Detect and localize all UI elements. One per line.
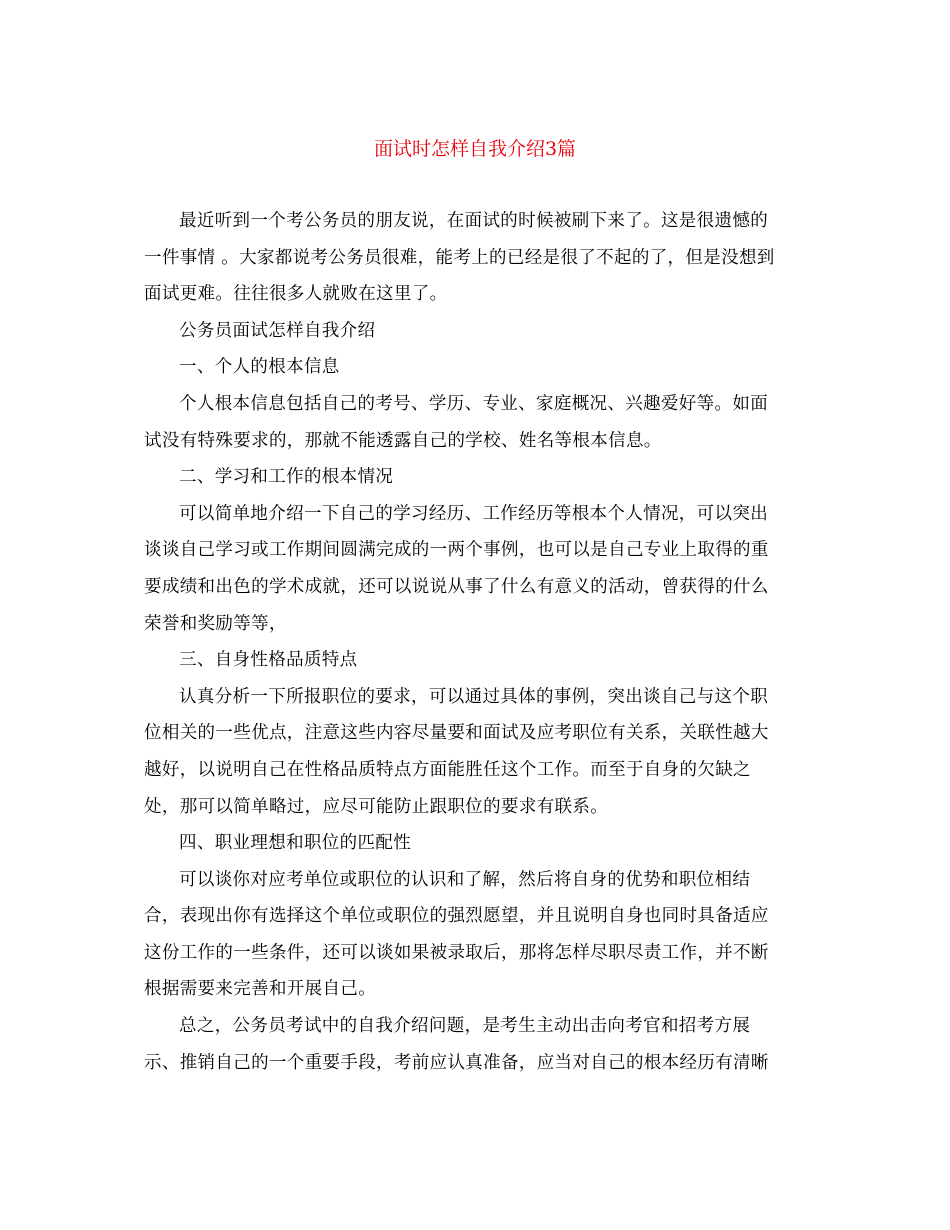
paragraph-conclusion [144, 1008, 800, 1081]
paragraph-line: 示、推销自己的一个重要手段，考前应认真准备，应当对自己的根本经历有清晰 [144, 1052, 769, 1073]
paragraph-line: 试没有特殊要求的，那就不能透露自己的学校、姓名等根本信息。 [144, 430, 662, 451]
paragraph-line: 合，表现出你有选择这个单位或职位的强烈愿望，并且说明自身也同时具备适应 [144, 906, 769, 927]
paragraph-para-4 [144, 862, 800, 1008]
document-body [144, 203, 800, 1081]
document-title: 面试时怎样自我介绍3篇 [373, 138, 577, 160]
paragraph-line: 一、个人的根本信息 [179, 357, 340, 378]
paragraph-line: 一件事情 。大家都说考公务员很难，能考上的已经是很了不起的了，但是没想到 [144, 247, 775, 268]
paragraph-line: 认真分析一下所报职位的要求，可以通过具体的事例，突出谈自己与这个职 [179, 686, 769, 707]
paragraph-line: 处，那可以简单略过，应尽可能防止跟职位的要求有联系。 [144, 796, 609, 817]
paragraph-line: 最近听到一个考公务员的朋友说，在面试的时候被刷下来了。这是很遗憾的 [179, 211, 769, 231]
paragraph-heading-2 [144, 459, 800, 496]
paragraph-line: 位相关的一些优点，注意这些内容尽量要和面试及应考职位有关系，关联性越大 [144, 723, 769, 744]
paragraph-line: 二、学习和工作的根本情况 [179, 467, 394, 488]
paragraph-line: 三、自身性格品质特点 [179, 650, 358, 671]
paragraph-line: 总之，公务员考试中的自我介绍问题，是考生主动出击向考官和招考方展 [179, 1016, 751, 1037]
paragraph-para-2 [144, 496, 800, 642]
paragraph-heading-main [144, 313, 800, 350]
paragraph-para-1 [144, 386, 800, 459]
paragraph-line: 可以谈你对应考单位或职位的认识和了解，然后将自身的优势和职位相结 [179, 869, 751, 890]
paragraph-line: 要成绩和出色的学术成就，还可以说说从事了什么有意义的活动，曾获得的什么 [144, 576, 769, 597]
paragraph-line: 谈谈自己学习或工作期间圆满完成的一两个事例，也可以是自己专业上取得的重 [144, 540, 769, 561]
paragraph-heading-1 [144, 349, 800, 386]
paragraph-line: 越好，以说明自己在性格品质特点方面能胜任这个工作。而至于自身的欠缺之 [144, 759, 751, 780]
paragraph-line: 荣誉和奖励等等， [144, 613, 287, 634]
paragraph-para-3 [144, 679, 800, 825]
paragraph-line: 根据需要来完善和开展自己。 [144, 979, 377, 1000]
paragraph-line: 这份工作的一些条件，还可以谈如果被录取后，那将怎样尽职尽责工作，并不断 [144, 942, 769, 963]
paragraph-line: 公务员面试怎样自我介绍 [179, 320, 376, 341]
paragraph-heading-3 [144, 642, 800, 679]
paragraph-heading-4 [144, 825, 800, 862]
paragraph-line: 面试更难。往往很多人就败在这里了。 [144, 284, 448, 305]
paragraph-line: 可以简单地介绍一下自己的学习经历、工作经历等根本个人情况，可以突出 [179, 503, 769, 524]
paragraph-line: 四、职业理想和职位的匹配性 [179, 833, 412, 854]
paragraph-intro [144, 203, 800, 313]
paragraph-line: 个人根本信息包括自己的考号、学历、专业、家庭概况、兴趣爱好等。如面 [179, 393, 769, 414]
